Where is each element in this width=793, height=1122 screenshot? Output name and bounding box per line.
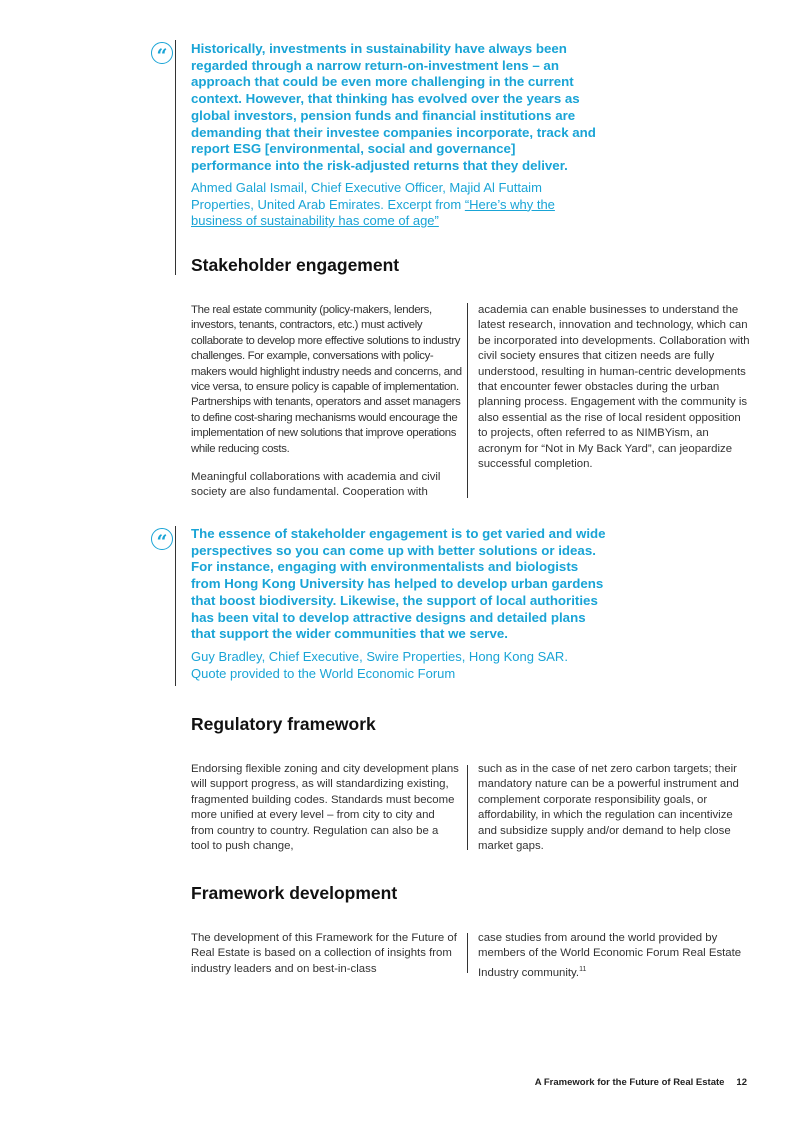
- quote-text: Historically, investments in sustainability have always been regarded through a narrow return-on-investment lens – an approach that could be even more challenging in the current context. However, that thinking has evolved over the years as global investors, pension funds and financial institutions are demanding that their investee companies incorporate, track and report ESG [environmental, social and governance] performance into the risk-adjusted returns that they deliver.: [191, 41, 596, 173]
- quote-rule: [175, 526, 176, 686]
- quote-attribution: [191, 180, 581, 230]
- footer-title: A Framework for the Future of Real Estate: [534, 1077, 725, 1088]
- regulatory-col2: such as in the case of net zero carbon targets; their mandatory nature can be a powerful instrument and complement corporate responsibility goals, or affordability, in which the regulation can incentivize and subsidize supply and/or demand to help close market gaps.: [478, 763, 739, 853]
- quote-icon: “: [151, 528, 173, 550]
- column-divider: [467, 933, 468, 973]
- attribution-text: Ahmed Galal Ismail, Chief Executive Officer, Majid Al Futtaim Properties, United Arab Emirates. Excerpt from: [191, 180, 542, 212]
- column-divider: [467, 303, 468, 498]
- stakeholder-col2: academia can enable businesses to understand the latest research, innovation and technology, which can be incorporated into developments. Collaboration with civil society ensures that citizen needs are fully understood, resulting in human-centric developments that encounter fewer obstacles during the urban planning process. Engagement with the community is also essential as the rise of local resident opposition to projects, often referred to as NIMBYism, an acronym for “Not in My Back Yard”, can jeopardize successful completion.: [478, 304, 750, 471]
- section-heading: Stakeholder engagement: [191, 255, 400, 275]
- framework-col1: The development of this Framework for the Future of Real Estate is based on a collection of insights from industry leaders and on best-in-class: [191, 932, 457, 975]
- column-divider: [467, 765, 468, 850]
- stakeholder-col1-p1: The real estate community (policy-makers, lenders, investors, tenants, contractors, etc.) must actively collaborate to develop more effective solutions to industry challenges. For example, conversations with policy-makers would highlight industry needs and concerns, and vice versa, to ensure policy is capable of implementation. Partnerships with tenants, operators and asset managers to define cost-sharing mechanisms would encourage the implementation of new solutions that improve operations while reducing costs.: [191, 304, 462, 455]
- quote-text: The essence of stakeholder engagement is to get varied and wide perspectives so you can come up with better solutions or ideas. For instance, engaging with environmentalists and biologists from Hong Kong University has helped to develop urban gardens that boost biodiversity. Likewise, the support of local authorities has been vital to develop attractive designs and detailed plans that support the wider communities that we serve.: [191, 526, 606, 642]
- stakeholder-col1-p2: Meaningful collaborations with academia and civil society are also fundamental. Cooperation with: [191, 471, 441, 499]
- quote-icon: “: [151, 42, 173, 64]
- page-footer: [535, 1077, 747, 1088]
- footnote-marker: 11: [579, 965, 587, 973]
- section-heading: Framework development: [191, 883, 398, 903]
- section-heading: Regulatory framework: [191, 714, 376, 734]
- regulatory-col1: Endorsing flexible zoning and city development plans will support progress, as will standardizing existing, fragmented building codes. Standards must become more unified at every level – from city to city and from country to country. Regulation can also be a tool to push change,: [191, 763, 459, 853]
- article-link[interactable]: “Here’s why the business of sustainability has come of age”: [191, 196, 555, 228]
- quote-attribution: Guy Bradley, Chief Executive, Swire Properties, Hong Kong SAR. Quote provided to the World Economic Forum: [191, 649, 568, 681]
- framework-col2: [478, 931, 750, 981]
- framework-col2-text: case studies from around the world provided by members of the World Economic Forum Real Estate Industry community.: [478, 932, 742, 979]
- page-number: 12: [736, 1077, 747, 1088]
- quote-rule: [175, 40, 176, 275]
